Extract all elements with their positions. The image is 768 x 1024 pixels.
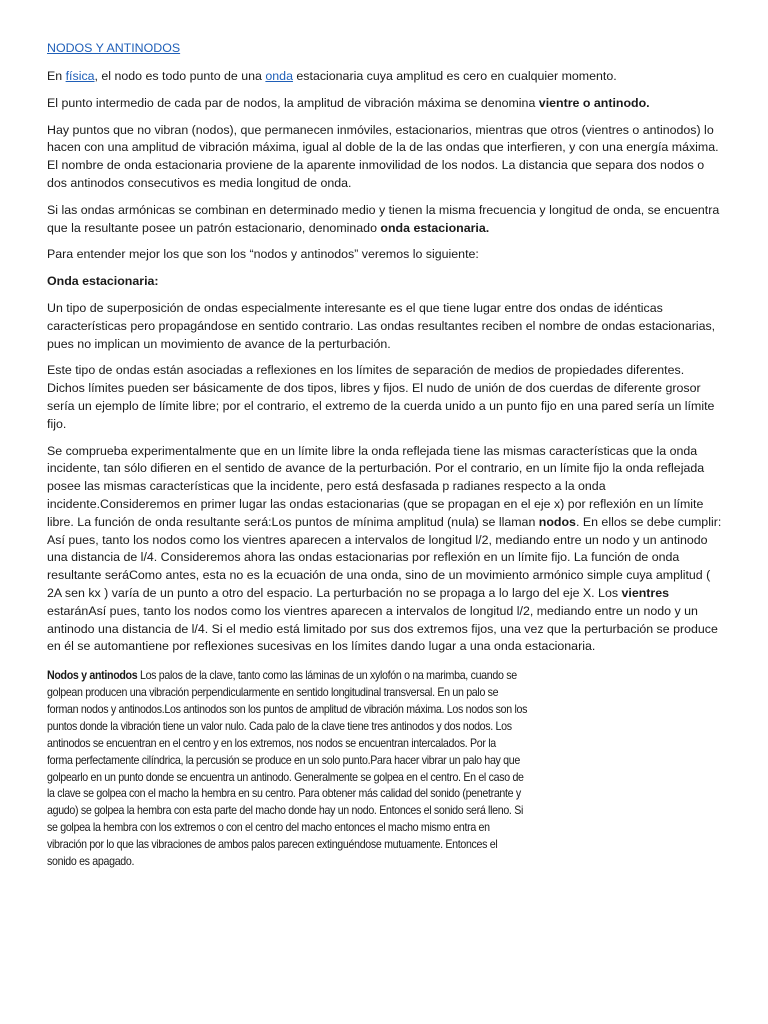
paragraph-text: Si las ondas armónicas se combinan en determinado medio y tienen la misma frecuencia y longitud de onda, se encuentra que la resultante posee un patrón estacionario, denominado: [47, 202, 720, 235]
paragraph-superposicion: Un tipo de superposición de ondas especialmente interesante es el que tiene lugar entre dos ondas de idénticas características pero propagándose en sentido contrario. Las ondas resultantes reciben el nombre de ondas estacionarias, pues no implican un movimiento de avance de la perturbación.: [47, 300, 716, 351]
paragraph-ondas-armonicas: [47, 202, 722, 238]
line-text: Los palos de la clave, tanto como las láminas de un xylofón o na marimba, cuando se: [137, 669, 517, 683]
paragraph-text: Se comprueba experimentalmente que en un límite libre la onda reflejada tiene las mismas características que la onda incidente, tan sólo difieren en el sentido de avance de la perturbación. Por el contrario, en un límite fijo la onda reflejada posee las mismas características que la incidente, pero está desfasada p radianes respecto a la onda incidente.Consideremos en primer lugar las ondas estacionarias (que se propagan en el eje x) por reflexión en un límite libre. La función de onda resultante será:Los puntos de mínima amplitud (nula) se llaman: [47, 443, 705, 529]
link-onda[interactable]: onda: [265, 69, 293, 83]
text-line: forman nodos y antinodos.Los antinodos son los puntos de amplitud de vibración máxima. Los nodos son los: [47, 702, 528, 716]
paragraph-antinodo: [47, 95, 722, 113]
paragraph-reflexiones: Este tipo de ondas están asociadas a reflexiones en los límites de separación de medios de propiedades diferentes. Dichos límites pueden ser básicamente de dos tipos, libres y fijos. El nudo de unión de dos cuerdas de diferente grosor sería un ejemplo de límite libre; por el contrario, el extremo de la cuerda unido a un punto fijo en una pared sería un límite fijo.: [47, 363, 715, 431]
intro-paragraph: [47, 68, 722, 86]
bold-term: vientres: [621, 585, 670, 600]
bold-term: nodos: [538, 514, 576, 529]
intro-text: estacionaria cuya amplitud es cero en cualquier momento.: [292, 69, 617, 83]
link-fisica[interactable]: física: [65, 69, 95, 83]
text-line: [47, 668, 517, 685]
text-line: golpearlo en un punto donde se encuentra un antinodo. Generalmente se golpea en el centro. En el caso de: [47, 770, 524, 784]
bold-term: vientre o antinodo.: [538, 95, 650, 110]
paragraph-text: El punto intermedio de cada par de nodos, la amplitud de vibración máxima se denomina: [47, 95, 539, 110]
paragraph-text: estaránAsí pues, tanto los nodos como los vientres aparecen a intervalos de longitud l/2, mediando entre un nodo y un antinodo una distancia de l/4. Si el medio está limitado por sus dos extremos fijos, una vez que la perturbación se produce en él se automantiene por reflexiones sucesivas en los límites dando lugar a una onda estacionaria.: [47, 603, 718, 654]
paragraph-text: . En ellos se debe cumplir: Así pues, tanto los nodos como los vientres aparecen a intervalos de longitud l/2, mediando entre un nodo y un antinodo una distancia de l/4. Consideremos ahora las ondas estacionarias por reflexión en un límite fijo. La función de onda resultante seráComo antes, esta no es la ecuación de una onda, sino de un movimiento armónico simple cuya amplitud ( 2A sen kx ) varía de un punto a otro del espacio. La perturbación no se propaga a lo largo del eje X. Los: [47, 514, 722, 600]
intro-text: , el nodo es todo punto de una: [94, 69, 266, 83]
text-line: se golpea la hembra con los extremos o con el centro del macho entonces el macho mismo entra en: [47, 821, 490, 835]
paragraph-intro-list: Para entender mejor los que son los “nodos y antinodos” veremos lo siguiente:: [47, 247, 479, 262]
page-title[interactable]: NODOS Y ANTINODOS: [47, 41, 181, 55]
text-line: antinodos se encuentran en el centro y en los extremos, nos nodos se encuentran intercalados. Por la: [47, 736, 496, 750]
text-line: la clave se golpea con el macho la hembra en su centro. Para obtener más calidad del sonido (penetrante y: [47, 787, 521, 801]
paragraph-nodos: Hay puntos que no vibran (nodos), que permanecen inmóviles, estacionarios, mientras que otros (vientres o antinodos) lo hacen con una amplitud de vibración máxima, igual al doble de la de las ondas que interfieren, y con una energía máxima. El nombre de onda estacionaria proviene de la aparente inmovilidad de los nodos. La distancia que separa dos nodos o dos antinodos consecutivos es media longitud de onda.: [47, 122, 719, 190]
text-line: vibración por lo que las vibraciones de ambos palos parecen extinguéndose mutuamente. Entonces el: [47, 838, 498, 852]
text-line: golpean producen una vibración perpendicularmente en sentido longitudinal transversal. En un palo se: [47, 686, 499, 700]
section-heading: Onda estacionaria:: [47, 274, 159, 289]
text-line: forma perfectamente cilíndrica, la percusión se produce en un solo punto.Para hacer vibrar un palo hay que: [47, 753, 520, 767]
paragraph-clave: [47, 668, 528, 871]
text-line: sonido es apagado.: [47, 855, 135, 869]
bold-term: Nodos y antinodos: [47, 669, 138, 683]
text-line: puntos donde la vibración tiene un valor nulo. Cada palo de la clave tiene tres antinodos y dos nodos. Los: [47, 719, 512, 733]
bold-term: onda estacionaria.: [380, 220, 490, 235]
paragraph-experimento: [47, 443, 722, 657]
intro-text: En: [47, 69, 66, 83]
text-line: agudo) se golpea la hembra con esta parte del macho donde hay un nodo. Entonces el sonido será lleno. Si: [47, 804, 524, 818]
